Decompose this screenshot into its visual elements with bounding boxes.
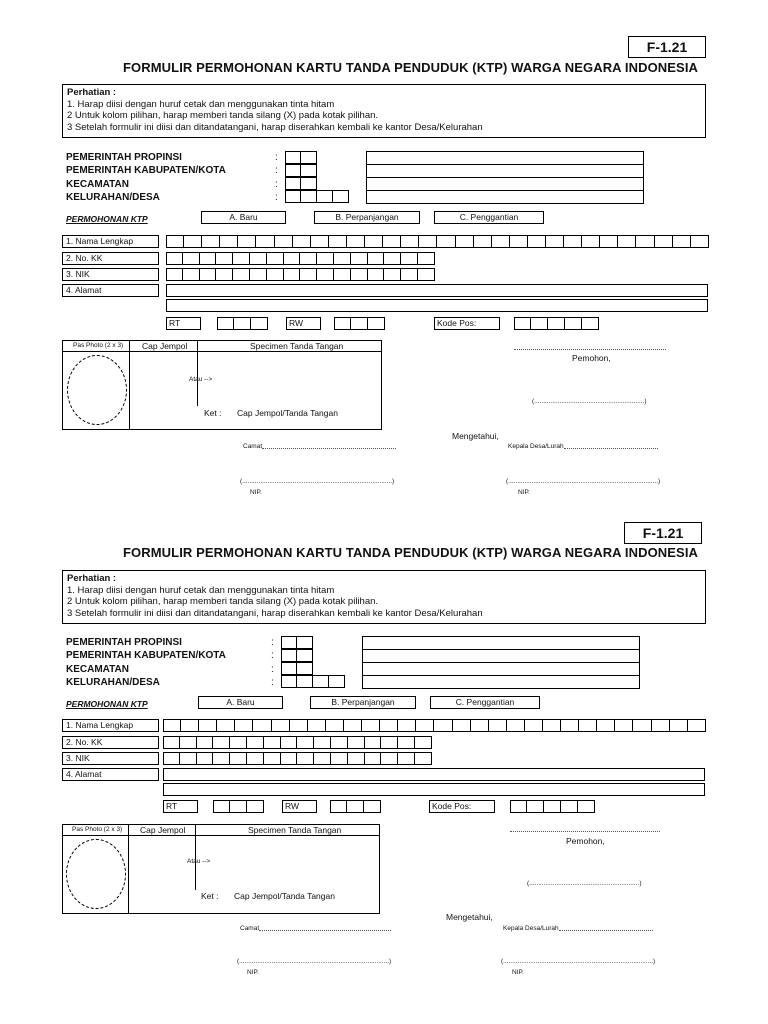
- field-nokk-label: 2. No. KK: [62, 736, 159, 749]
- form-code: F-1.21: [624, 522, 702, 544]
- atau-label: Atau -->: [189, 376, 213, 383]
- char-box[interactable]: [507, 719, 525, 732]
- char-box[interactable]: [415, 736, 432, 749]
- notice-line: 2 Untuk kolom pilihan, harap memberi tanda silang (X) pada kotak pilihan.: [67, 596, 379, 607]
- char-box[interactable]: [528, 235, 546, 248]
- char-box[interactable]: [230, 752, 247, 765]
- char-box[interactable]: [492, 235, 510, 248]
- char-box[interactable]: [579, 719, 597, 732]
- char-box[interactable]: [525, 719, 543, 732]
- char-box[interactable]: [489, 719, 507, 732]
- char-box[interactable]: [344, 719, 362, 732]
- kelurahan-name-field[interactable]: [362, 675, 640, 689]
- notice-line: 3 Setelah formulir ini diisi dan ditandatangani, harap diserahkan kembali ke kantor Desa/Kelurahan: [67, 121, 483, 133]
- kepala-nip: NIP.: [512, 969, 524, 976]
- char-box[interactable]: [368, 268, 385, 281]
- camat-signature[interactable]: (...................................................................................): [240, 478, 395, 485]
- char-box[interactable]: [673, 235, 691, 248]
- char-box[interactable]: [284, 252, 301, 265]
- permohonan-label: PERMOHONAN KTP: [66, 214, 148, 224]
- char-box[interactable]: [213, 752, 230, 765]
- camat-signature[interactable]: (...................................................................................): [237, 958, 392, 965]
- char-box[interactable]: [275, 235, 293, 248]
- form-title: FORMULIR PERMOHONAN KARTU TANDA PENDUDUK (KTP) WARGA NEGARA INDONESIA: [123, 545, 699, 560]
- rw-boxes[interactable]: [334, 317, 385, 330]
- char-box[interactable]: [216, 252, 233, 265]
- nama-char-boxes[interactable]: [163, 719, 706, 732]
- camat-line[interactable]: [262, 441, 396, 449]
- label-kabupaten: PEMERINTAH KABUPATEN/KOTA: [66, 165, 226, 176]
- char-box[interactable]: [216, 268, 233, 281]
- nik-char-boxes[interactable]: [166, 268, 435, 281]
- char-box[interactable]: [180, 736, 197, 749]
- ktp-form-1: [0, 0, 768, 500]
- char-box[interactable]: [314, 752, 331, 765]
- kepala-signature[interactable]: (...................................................................................): [501, 958, 656, 965]
- char-box[interactable]: [317, 268, 334, 281]
- char-box[interactable]: [297, 752, 314, 765]
- char-box[interactable]: [166, 252, 183, 265]
- char-box[interactable]: [401, 235, 419, 248]
- char-box[interactable]: [197, 736, 214, 749]
- char-box[interactable]: [217, 719, 235, 732]
- nik-char-boxes[interactable]: [163, 752, 432, 765]
- colon: :: [275, 192, 278, 203]
- pas-photo-label: Pas Photo (2 x 3): [72, 826, 123, 833]
- rt-label: RT: [166, 317, 201, 330]
- char-box[interactable]: [250, 268, 267, 281]
- nokk-char-boxes[interactable]: [163, 736, 432, 749]
- char-box[interactable]: [546, 235, 564, 248]
- char-box[interactable]: [561, 719, 579, 732]
- char-box[interactable]: [381, 736, 398, 749]
- pas-photo-label: Pas Photo (2 x 3): [73, 342, 124, 349]
- char-box[interactable]: [401, 252, 418, 265]
- char-box[interactable]: [181, 719, 199, 732]
- char-box[interactable]: [314, 736, 331, 749]
- char-box[interactable]: [437, 235, 455, 248]
- char-box[interactable]: [235, 719, 253, 732]
- colon: :: [271, 637, 274, 648]
- char-box[interactable]: [213, 736, 230, 749]
- ktp-form-2: [0, 488, 768, 988]
- kelurahan-name-field[interactable]: [366, 190, 644, 204]
- char-box[interactable]: [434, 719, 452, 732]
- option-penggantian[interactable]: C. Penggantian: [430, 696, 540, 709]
- char-box[interactable]: [163, 752, 180, 765]
- colon: :: [275, 179, 278, 190]
- date-line[interactable]: [514, 341, 666, 350]
- pemohon-label: Pemohon,: [572, 353, 611, 363]
- char-box[interactable]: [368, 252, 385, 265]
- nama-char-boxes[interactable]: [166, 235, 709, 248]
- ket-text: Cap Jempol/Tanda Tangan: [234, 891, 335, 901]
- char-box[interactable]: [284, 268, 301, 281]
- char-box[interactable]: [347, 235, 365, 248]
- char-box[interactable]: [184, 235, 202, 248]
- char-box[interactable]: [474, 235, 492, 248]
- char-box[interactable]: [543, 719, 561, 732]
- kepala-nip: NIP.: [518, 489, 530, 496]
- option-penggantian[interactable]: C. Penggantian: [434, 211, 544, 224]
- char-box[interactable]: [365, 235, 383, 248]
- camat-line[interactable]: [259, 923, 391, 931]
- char-box[interactable]: [326, 719, 344, 732]
- kabupaten-code-boxes[interactable]: [281, 649, 313, 662]
- ket-text: Cap Jempol/Tanda Tangan: [237, 408, 338, 418]
- divider: [62, 351, 382, 352]
- char-box[interactable]: [166, 268, 183, 281]
- kecamatan-name-field[interactable]: [366, 177, 644, 191]
- char-box[interactable]: [290, 719, 308, 732]
- char-box[interactable]: [691, 235, 709, 248]
- mengetahui-label: Mengetahui,: [446, 912, 493, 922]
- char-box[interactable]: [670, 719, 688, 732]
- atau-label: Atau -->: [187, 858, 211, 865]
- char-box[interactable]: [256, 235, 274, 248]
- propinsi-code-boxes[interactable]: [285, 151, 317, 164]
- char-box[interactable]: [398, 719, 416, 732]
- cap-jempol-label: Cap Jempol: [140, 825, 186, 835]
- char-box[interactable]: [247, 736, 264, 749]
- field-nama-label: 1. Nama Lengkap: [62, 719, 159, 732]
- char-box[interactable]: [163, 736, 180, 749]
- rw-label: RW: [282, 800, 317, 813]
- char-box[interactable]: [300, 268, 317, 281]
- field-nokk-label: 2. No. KK: [62, 252, 159, 265]
- label-propinsi: PEMERINTAH PROPINSI: [66, 152, 182, 163]
- ket-label: Ket :: [204, 408, 222, 418]
- field-nik-label: 3. NIK: [62, 268, 159, 281]
- rt-boxes[interactable]: [213, 800, 264, 813]
- char-box[interactable]: [415, 752, 432, 765]
- nokk-char-boxes[interactable]: [166, 252, 435, 265]
- char-box[interactable]: [267, 268, 284, 281]
- specimen-label: Specimen Tanda Tangan: [250, 341, 344, 351]
- char-box[interactable]: [199, 719, 217, 732]
- char-box[interactable]: [688, 719, 706, 732]
- char-box[interactable]: [365, 752, 382, 765]
- char-box[interactable]: [456, 235, 474, 248]
- photo-placeholder[interactable]: [67, 355, 127, 425]
- char-box[interactable]: [220, 235, 238, 248]
- kelurahan-code-boxes[interactable]: [285, 190, 349, 203]
- kecamatan-code-boxes[interactable]: [285, 177, 317, 190]
- char-box[interactable]: [308, 719, 326, 732]
- char-box[interactable]: [471, 719, 489, 732]
- label-kabupaten: PEMERINTAH KABUPATEN/KOTA: [66, 650, 226, 661]
- ket-label: Ket :: [201, 891, 219, 901]
- alamat-line-1[interactable]: [163, 768, 705, 781]
- char-box[interactable]: [597, 719, 615, 732]
- char-box[interactable]: [230, 736, 247, 749]
- char-box[interactable]: [398, 752, 415, 765]
- char-box[interactable]: [202, 235, 220, 248]
- char-box[interactable]: [418, 252, 435, 265]
- kodepos-boxes[interactable]: [514, 317, 599, 330]
- photo-placeholder[interactable]: [66, 839, 126, 909]
- char-box[interactable]: [582, 235, 600, 248]
- date-line[interactable]: [510, 823, 660, 832]
- char-box[interactable]: [398, 736, 415, 749]
- char-box[interactable]: [384, 252, 401, 265]
- char-box[interactable]: [351, 252, 368, 265]
- char-box[interactable]: [348, 736, 365, 749]
- kepala-line[interactable]: [559, 923, 653, 931]
- colon: :: [275, 165, 278, 176]
- char-box[interactable]: [365, 736, 382, 749]
- kepala-signature[interactable]: (...................................................................................): [506, 478, 661, 485]
- char-box[interactable]: [281, 736, 298, 749]
- char-box[interactable]: [183, 268, 200, 281]
- field-alamat-label: 4. Alamat: [62, 284, 159, 297]
- label-kelurahan: KELURAHAN/DESA: [66, 192, 160, 203]
- char-box[interactable]: [281, 752, 298, 765]
- form-code: F-1.21: [628, 36, 706, 58]
- propinsi-name-field[interactable]: [362, 636, 640, 650]
- char-box[interactable]: [331, 736, 348, 749]
- char-box[interactable]: [636, 235, 654, 248]
- char-box[interactable]: [381, 752, 398, 765]
- notice-line: 1. Harap diisi dengan huruf cetak dan menggunakan tinta hitam: [67, 98, 335, 110]
- char-box[interactable]: [418, 268, 435, 281]
- char-box[interactable]: [163, 719, 181, 732]
- alamat-line-1[interactable]: [166, 284, 708, 297]
- label-kecamatan: KECAMATAN: [66, 179, 129, 190]
- mengetahui-label: Mengetahui,: [452, 431, 499, 441]
- option-perpanjangan[interactable]: B. Perpanjangan: [314, 211, 420, 224]
- rt-boxes[interactable]: [217, 317, 268, 330]
- colon: :: [271, 677, 274, 688]
- notice-line: 1. Harap diisi dengan huruf cetak dan menggunakan tinta hitam: [67, 584, 335, 596]
- char-box[interactable]: [297, 736, 314, 749]
- permohonan-label: PERMOHONAN KTP: [66, 699, 148, 709]
- char-box[interactable]: [250, 252, 267, 265]
- field-nik-label: 3. NIK: [62, 752, 159, 765]
- char-box[interactable]: [331, 752, 348, 765]
- rt-label: RT: [163, 800, 198, 813]
- camat-label: Camat: [240, 925, 260, 932]
- option-baru[interactable]: A. Baru: [201, 211, 286, 224]
- form-title: FORMULIR PERMOHONAN KARTU TANDA PENDUDUK (KTP) WARGA NEGARA INDONESIA: [123, 60, 699, 75]
- divider: [195, 824, 196, 890]
- propinsi-code-boxes[interactable]: [281, 636, 313, 649]
- divider: [128, 824, 129, 914]
- char-box[interactable]: [300, 252, 317, 265]
- kepala-line[interactable]: [564, 441, 658, 449]
- rw-boxes[interactable]: [330, 800, 381, 813]
- char-box[interactable]: [384, 268, 401, 281]
- kodepos-label: Kode Pos:: [434, 317, 500, 330]
- kelurahan-code-boxes[interactable]: [281, 675, 345, 688]
- rw-label: RW: [286, 317, 321, 330]
- char-box[interactable]: [652, 719, 670, 732]
- kabupaten-name-field[interactable]: [362, 649, 640, 663]
- char-box[interactable]: [453, 719, 471, 732]
- char-box[interactable]: [197, 752, 214, 765]
- char-box[interactable]: [334, 268, 351, 281]
- char-box[interactable]: [233, 268, 250, 281]
- propinsi-name-field[interactable]: [366, 151, 644, 165]
- char-box[interactable]: [510, 235, 528, 248]
- char-box[interactable]: [419, 235, 437, 248]
- pemohon-signature[interactable]: (.............................................................): [527, 880, 642, 887]
- notice-box: [62, 84, 706, 138]
- divider: [197, 340, 198, 406]
- char-box[interactable]: [264, 752, 281, 765]
- notice-heading: Perhatian :: [67, 573, 117, 584]
- char-box[interactable]: [351, 268, 368, 281]
- kepala-label: Kepala Desa/Lurah: [503, 925, 559, 932]
- char-box[interactable]: [655, 235, 673, 248]
- alamat-line-2[interactable]: [163, 783, 705, 796]
- divider: [129, 340, 130, 430]
- notice-line: 2 Untuk kolom pilihan, harap memberi tanda silang (X) pada kotak pilihan.: [67, 110, 379, 121]
- kodepos-label: Kode Pos:: [429, 800, 495, 813]
- label-kelurahan: KELURAHAN/DESA: [66, 677, 160, 688]
- field-alamat-label: 4. Alamat: [62, 768, 159, 781]
- char-box[interactable]: [615, 719, 633, 732]
- char-box[interactable]: [618, 235, 636, 248]
- specimen-label: Specimen Tanda Tangan: [248, 825, 342, 835]
- cap-jempol-label: Cap Jempol: [142, 341, 188, 351]
- char-box[interactable]: [600, 235, 618, 248]
- char-box[interactable]: [329, 235, 347, 248]
- camat-nip: NIP.: [250, 489, 262, 496]
- camat-label: Camat: [243, 443, 263, 450]
- kepala-label: Kepala Desa/Lurah: [508, 443, 564, 450]
- char-box[interactable]: [380, 719, 398, 732]
- char-box[interactable]: [247, 752, 264, 765]
- field-nama-label: 1. Nama Lengkap: [62, 235, 159, 248]
- char-box[interactable]: [238, 235, 256, 248]
- colon: :: [271, 650, 274, 661]
- label-propinsi: PEMERINTAH PROPINSI: [66, 637, 182, 648]
- char-box[interactable]: [264, 736, 281, 749]
- kecamatan-code-boxes[interactable]: [281, 662, 313, 675]
- char-box[interactable]: [564, 235, 582, 248]
- char-box[interactable]: [253, 719, 271, 732]
- kecamatan-name-field[interactable]: [362, 662, 640, 676]
- char-box[interactable]: [362, 719, 380, 732]
- alamat-line-2[interactable]: [166, 299, 708, 312]
- colon: :: [271, 664, 274, 675]
- char-box[interactable]: [416, 719, 434, 732]
- label-kecamatan: KECAMATAN: [66, 664, 129, 675]
- char-box[interactable]: [267, 252, 284, 265]
- pemohon-label: Pemohon,: [566, 836, 605, 846]
- divider: [62, 835, 380, 836]
- notice-box: [62, 570, 706, 624]
- notice-heading: Perhatian :: [67, 87, 117, 98]
- notice-line: 3 Setelah formulir ini diisi dan ditandatangani, harap diserahkan kembali ke kantor Desa/Kelurahan: [67, 607, 483, 619]
- char-box[interactable]: [383, 235, 401, 248]
- kabupaten-code-boxes[interactable]: [285, 164, 317, 177]
- option-perpanjangan[interactable]: B. Perpanjangan: [310, 696, 416, 709]
- char-box[interactable]: [233, 252, 250, 265]
- colon: :: [275, 152, 278, 163]
- camat-nip: NIP.: [247, 969, 259, 976]
- char-box[interactable]: [180, 752, 197, 765]
- char-box[interactable]: [334, 252, 351, 265]
- char-box[interactable]: [633, 719, 651, 732]
- option-baru[interactable]: A. Baru: [198, 696, 283, 709]
- char-box[interactable]: [293, 235, 311, 248]
- char-box[interactable]: [401, 268, 418, 281]
- char-box[interactable]: [272, 719, 290, 732]
- char-box[interactable]: [200, 268, 217, 281]
- char-box[interactable]: [200, 252, 217, 265]
- kodepos-boxes[interactable]: [510, 800, 595, 813]
- char-box[interactable]: [348, 752, 365, 765]
- char-box[interactable]: [311, 235, 329, 248]
- char-box[interactable]: [166, 235, 184, 248]
- char-box[interactable]: [183, 252, 200, 265]
- char-box[interactable]: [317, 252, 334, 265]
- kabupaten-name-field[interactable]: [366, 164, 644, 178]
- pemohon-signature[interactable]: (.............................................................): [532, 398, 647, 405]
